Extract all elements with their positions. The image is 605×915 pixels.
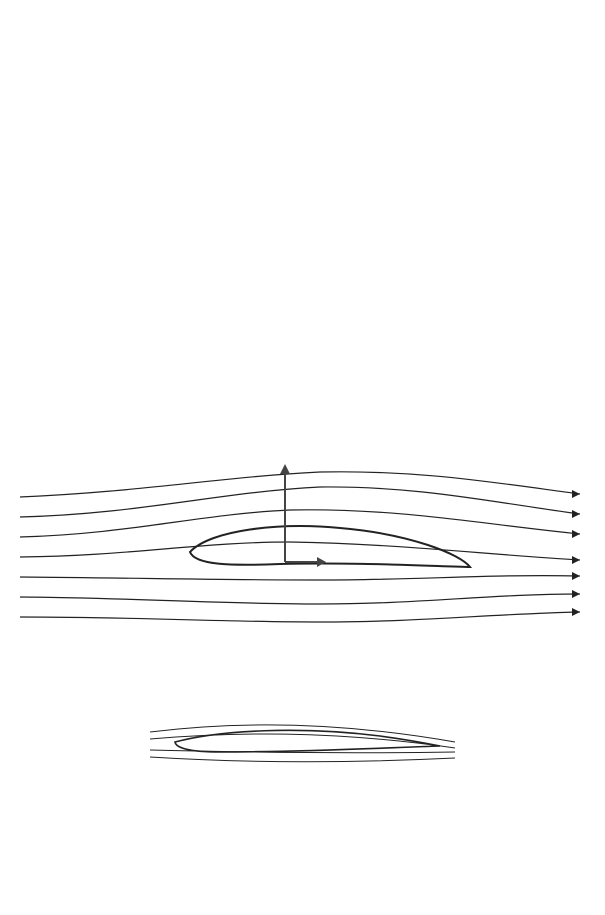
author-info [2, 52, 602, 74]
figure2-wing-pressure-diagram [150, 712, 460, 772]
figure1-airflow-diagram [20, 462, 585, 632]
